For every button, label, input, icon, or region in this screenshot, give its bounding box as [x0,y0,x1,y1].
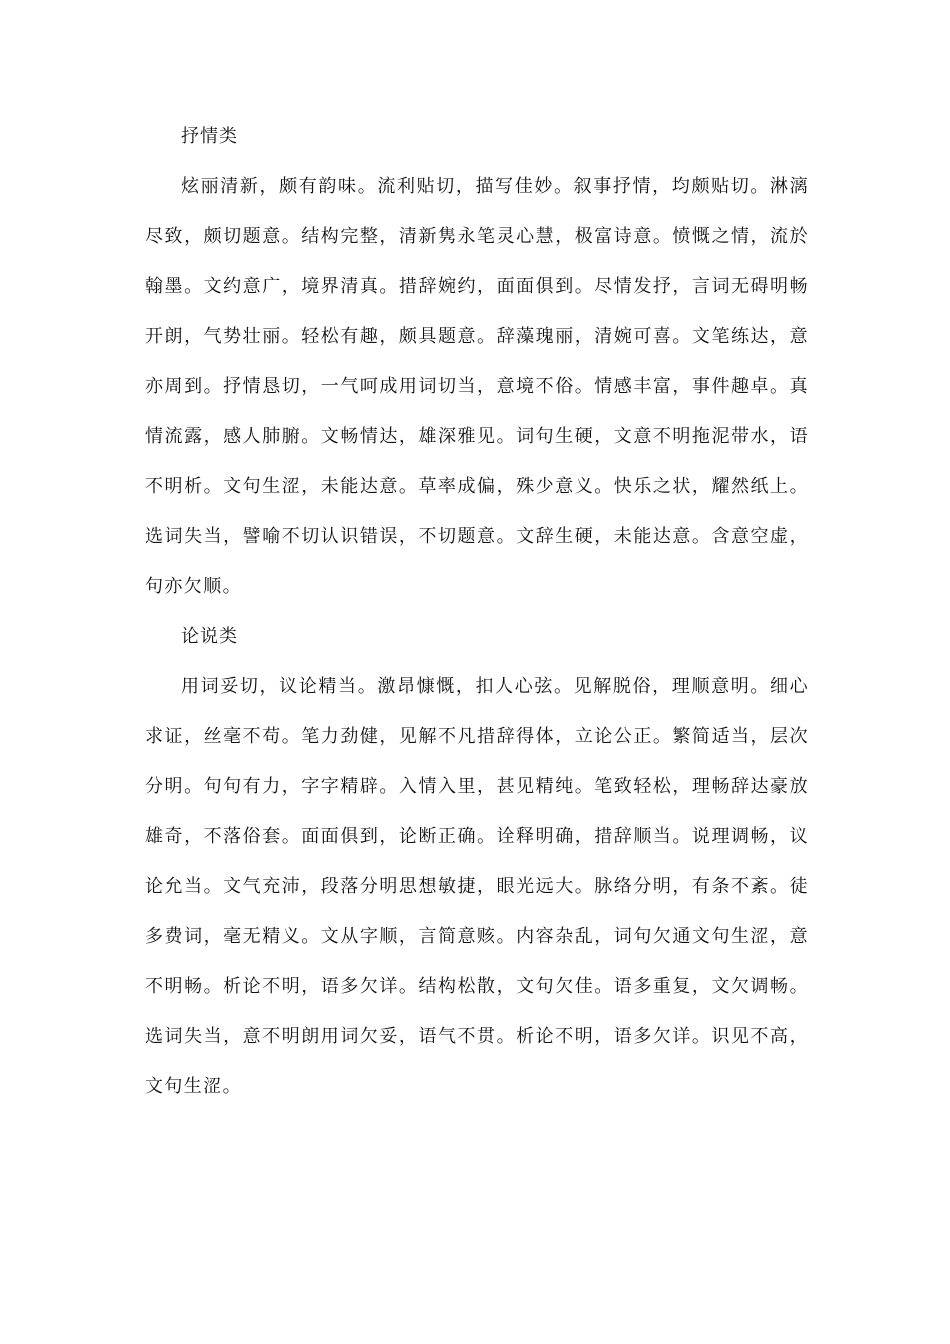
section-heading-lyrical: 抒情类 [181,126,238,147]
section-heading-argumentative: 论说类 [181,626,238,647]
section-body-lyrical: 炫丽清新，颇有韵味。流利贴切，描写佳妙。叙事抒情，均颇贴切。淋漓尽致，颇切题意。结构完整，清新隽永笔灵心慧，极富诗意。愤慨之情，流於翰墨。文约意广，境界清真。措辞婉约，面面俱到。尽情发抒，言词无碍明畅开朗，气势壮丽。轻松有趣，颇具题意。辞藻瑰丽，清婉可喜。文笔练达，意亦周到。抒情恳切，一气呵成用词切当，意境不俗。情感丰富，事件趣卓。真情流露，感人肺腑。文畅情达，雄深雅见。词句生硬，文意不明拖泥带水，语不明析。文句生涩，未能达意。草率成偏，殊少意义。快乐之状，耀然纸上。选词失当，譬喻不切认识错误，不切题意。文辞生硬，未能达意。含意空虚，句亦欠顺。 [145,176,809,597]
document-body [145,112,809,1112]
section-body-argumentative: 用词妥切，议论精当。激昂慷慨，扣人心弦。见解脱俗，理顺意明。细心求证，丝毫不苟。笔力劲健，见解不凡措辞得体，立论公正。繁简适当，层次分明。句句有力，字字精辟。入情入里，甚见精纯。笔致轻松，理畅辞达豪放雄奇，不落俗套。面面俱到，论断正确。诠释明确，措辞顺当。说理调畅，议论允当。文气充沛，段落分明思想敏捷，眼光远大。脉络分明，有条不紊。徒多费词，毫无精义。文从字顺，言简意赅。内容杂乱，词句欠通文句生涩，意不明畅。析论不明，语多欠详。结构松散，文句欠佳。语多重复，文欠调畅。选词失当，意不明朗用词欠妥，语气不贯。析论不明，语多欠详。识见不高，文句生涩。 [145,676,809,1097]
